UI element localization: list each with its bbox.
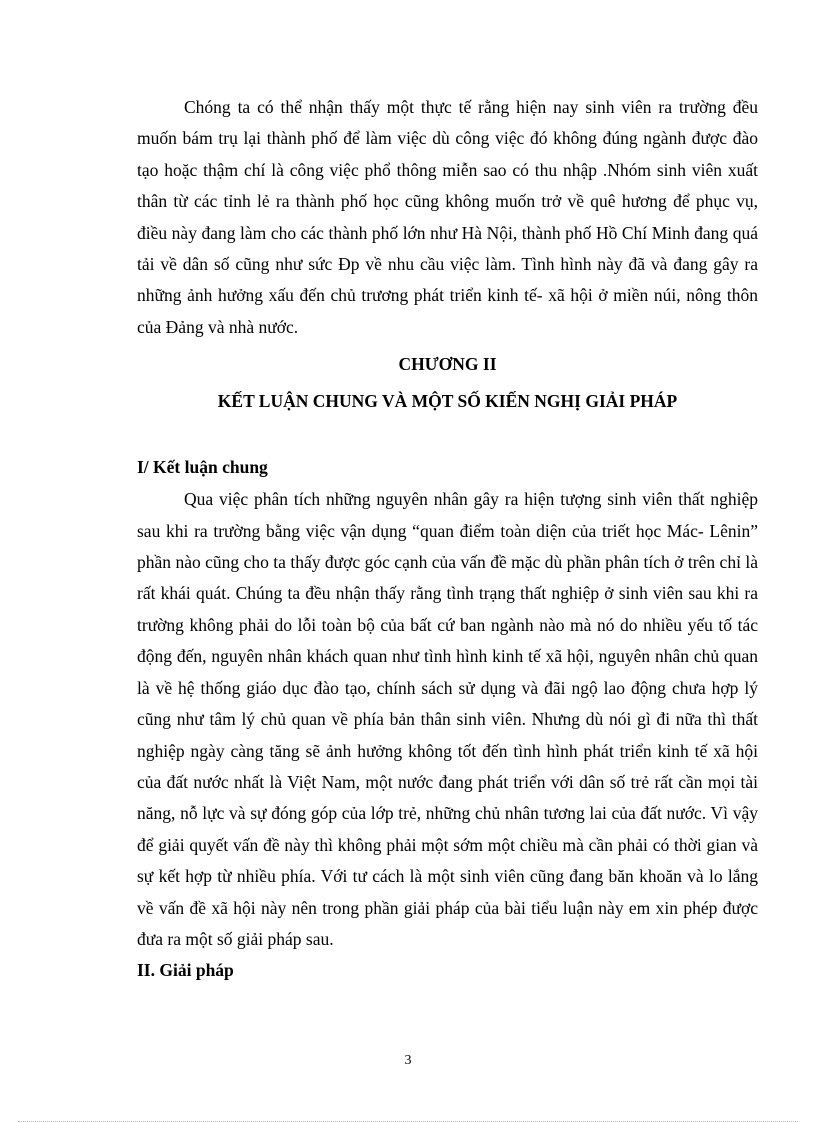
body-paragraph: Qua việc phân tích những nguyên nhân gây ra hiện tượng sinh viên thất nghiệp sau khi ra trường bằng việc vận dụng “quan điểm toàn diện của triết học Mác- Lênin” phần nào cũng cho ta thấy được góc cạnh của vấn đề mặc dù phần phân tích ở trên chỉ là rất khái quát. Chúng ta đều nhận thấy rằng tình trạng thất nghiệp ở sinh viên sau khi ra trường không phải do lỗi toàn bộ của bất cứ ban ngành nào mà nó do nhiều yếu tố tác động đến, nguyên nhân khách quan như tình hình kinh tế xã hội, nguyên nhân chủ quan là về hệ thống giáo dục đào tạo, chính sách sử dụng và đãi ngộ lao động chưa hợp lý cũng như tâm lý chủ quan về phía bản thân sinh viên. Nhưng dù nói gì đi nữa thì thất nghiệp ngày càng tăng sẽ ảnh hưởng không tốt đến tình hình phát triển kinh tế xã hội của đất nước nhất là Việt Nam, một nước đang phát triển với dân số trẻ rất cần mọi tài năng, nỗ lực và sự đóng góp của lớp trẻ, những chủ nhân tương lai của đất nước. Vì vậy để giải quyết vấn đề này thì không phải một sớm một chiều mà cần phải có thời gian và sự kết hợp từ nhiều phía. Với tư cách là một sinh viên cũng đang băn khoăn và lo lắng về vấn đề xã hội này nên trong phần giải pháp của bài tiểu luận này em xin phép được đưa ra một số giải pháp sau.: [137, 489, 758, 949]
body-paragraph: Chóng ta có thể nhận thấy một thực tế rằng hiện nay sinh viên ra trường đều muốn bám trụ lại thành phố để làm việc dù công việc đó không đúng ngành được đào tạo hoặc thậm chí là công việc phổ thông miễn sao có thu nhập .Nhóm sinh viên xuất thân từ các tỉnh lẻ ra thành phố học cũng không muốn trở về quê hương để phục vụ, điều này đang làm cho các thành phố lớn như Hà Nội, thành phố Hồ Chí Minh đang quá tải về dân số cũng như sức Ðp về nhu cầu việc làm. Tình hình này đã và đang gây ra những ảnh hưởng xấu đến chủ trương phát triển kinh tế- xã hội ở miền núi, nông thôn của Đảng và nhà nước.: [137, 97, 758, 337]
chapter-heading: CHƯƠNG II: [398, 354, 497, 375]
section-heading-solutions: II. Giải pháp: [137, 960, 234, 981]
page-body: [137, 92, 758, 983]
section-heading-conclusion: I/ Kết luận chung: [137, 457, 268, 478]
page-break-divider: [18, 1121, 798, 1122]
page-number: 3: [404, 1053, 412, 1068]
chapter-title: KẾT LUẬN CHUNG VÀ MỘT SỐ KIẾN NGHỊ GIẢI PHÁP: [217, 391, 678, 412]
